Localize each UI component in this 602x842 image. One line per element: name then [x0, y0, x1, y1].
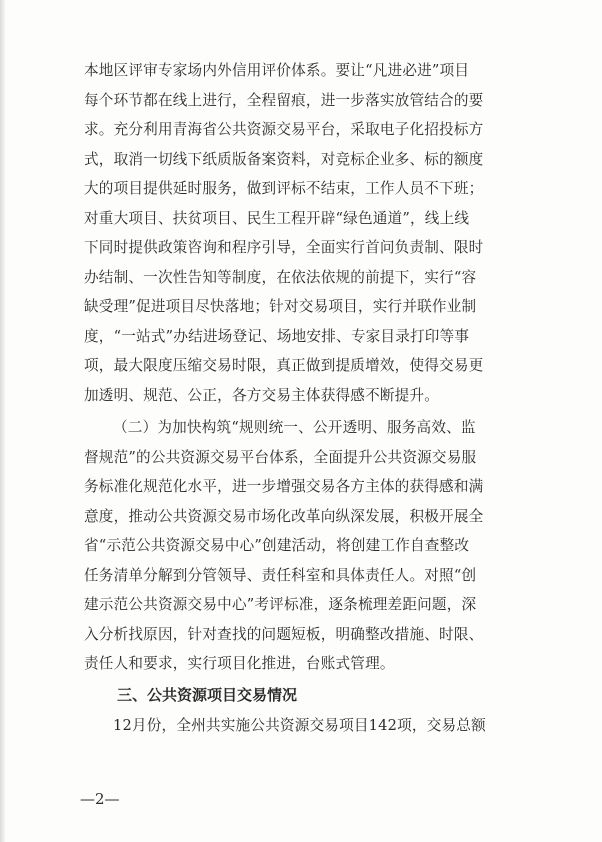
page-number: —2— [80, 790, 120, 808]
text-line: （二）为加快构筑“规则统一、公开透明、服务高效、监 [113, 419, 476, 436]
text-line: 省“示范公共资源交易中心”创建活动，将创建工作自查整改 [84, 537, 470, 554]
text-line: 大的项目提供延时服务，做到评标不结束，工作人员不下班； [84, 180, 484, 197]
document-body [84, 56, 516, 740]
text-line: 12月份，全州共实施公共资源交易项目142项，交易总额 [113, 716, 486, 734]
text-line: 每个环节都在线上进行，全程留痕，进一步落实放管结合的要 [84, 91, 484, 109]
text-line: 督规范”的公共资源交易平台体系，全面提升公共资源交易服 [84, 448, 477, 466]
text-line: 项，最大限度压缩交易时限，真正做到提质增效，使得交易更 [84, 357, 484, 374]
text-line: 下同时提供政策咨询和程序引导，全面实行首问负责制、限时 [84, 239, 484, 256]
text-line: 求。充分利用青海省公共资源交易平台，采取电子化招投标方 [84, 121, 484, 138]
text-line: 度，“一站式”办结进场登记、场地安排、专家目录打印等事 [84, 327, 470, 345]
paragraph-platform-system [84, 413, 516, 443]
text-line: 务标准化规范化水平，进一步增强交易各方主体的获得感和满 [84, 478, 484, 495]
paragraph-credit-evaluation [84, 56, 516, 410]
text-line: 办结制、一次性告知等制度，在依法依规的前提下，实行“容 [84, 268, 477, 286]
text-line: 对重大项目、扶贫项目、民生工程开辟“绿色通道”，线上线 [84, 209, 470, 227]
text-line: 本地区评审专家场内外信用评价体系。要让“凡进必进”项目 [84, 62, 470, 79]
text-line: 式，取消一切线下纸质版备案资料，对竞标企业多、标的额度 [84, 150, 484, 168]
paragraph-platform-system-continued [84, 443, 516, 679]
text-line: 缺受理”促进项目尽快落地；针对交易项目，实行并联作业制 [84, 298, 477, 315]
text-line: 入分析找原因，针对查找的问题短板，明确整改措施、时限、 [84, 625, 484, 643]
text-line: 加透明、规范、公正，各方交易主体获得感不断提升。 [84, 386, 440, 404]
text-line: 意度，推动公共资源交易市场化改革向纵深发展，积极开展全 [84, 507, 484, 525]
text-line: 责任人和要求，实行项目化推进，台账式管理。 [84, 655, 395, 672]
section-heading: 三、公共资源项目交易情况 [117, 685, 298, 704]
text-line: 任务清单分解到分管领导、责任科室和具体责任人。对照“创 [84, 566, 477, 584]
scan-edge-shadow [0, 0, 6, 842]
text-line: 建示范公共资源交易中心”考评标准，逐条梳理差距问题，深 [84, 596, 477, 613]
paragraph-transaction-summary [84, 711, 516, 741]
